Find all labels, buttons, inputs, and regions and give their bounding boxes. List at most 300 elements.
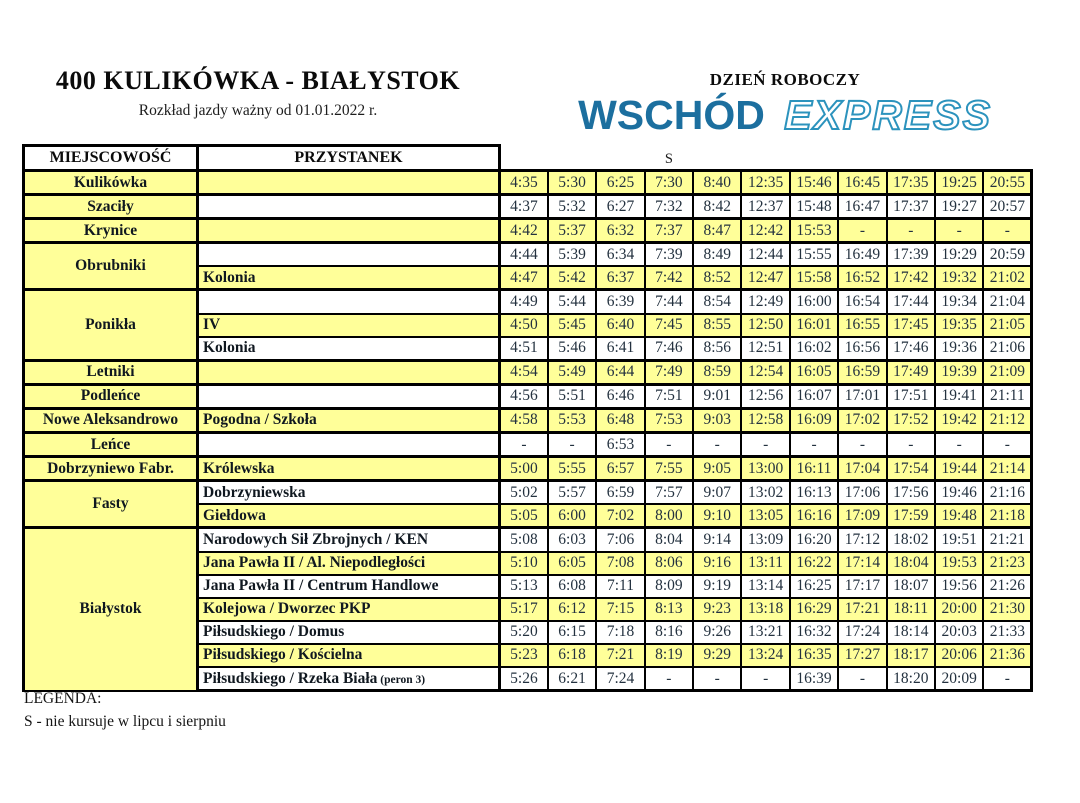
time-cell: 21:05: [983, 314, 1031, 337]
stop-cell: Kolonia: [198, 337, 500, 361]
time-cell: -: [887, 219, 935, 243]
time-cell: 15:48: [790, 195, 838, 219]
time-cell: 5:17: [500, 598, 548, 621]
time-cell: 12:35: [741, 171, 789, 195]
time-cell: 17:59: [887, 504, 935, 528]
time-cell: 9:29: [693, 644, 741, 667]
time-cell: 19:35: [935, 314, 983, 337]
time-cell: 6:40: [596, 314, 644, 337]
time-cell: 9:23: [693, 598, 741, 621]
time-cell: 4:56: [500, 384, 548, 408]
time-cell: 8:49: [693, 243, 741, 267]
time-cell: -: [645, 433, 693, 457]
time-cell: 12:54: [741, 360, 789, 384]
time-cell: 5:37: [548, 219, 596, 243]
time-cell: 6:05: [548, 552, 596, 575]
time-cell: 18:07: [887, 575, 935, 598]
time-cell: 17:56: [887, 481, 935, 505]
time-cell: 5:30: [548, 171, 596, 195]
time-cell: 4:44: [500, 243, 548, 267]
stop-cell: Królewska: [198, 457, 500, 481]
time-cell: 17:24: [838, 621, 886, 644]
time-cell: 4:50: [500, 314, 548, 337]
time-cell: 21:06: [983, 337, 1031, 361]
time-cell: 6:39: [596, 290, 644, 314]
time-cell: 4:42: [500, 219, 548, 243]
time-cell: 13:14: [741, 575, 789, 598]
place-column-header: MIEJSCOWOŚĆ: [24, 146, 198, 171]
time-cell: 7:30: [645, 171, 693, 195]
table-row: [24, 384, 1032, 408]
time-cell: 21:30: [983, 598, 1031, 621]
legend-title: LEGENDA:: [24, 690, 102, 707]
table-row: [24, 408, 1032, 432]
time-cell: 17:04: [838, 457, 886, 481]
time-cell: 18:11: [887, 598, 935, 621]
time-cell: 5:46: [548, 337, 596, 361]
time-cell: 16:29: [790, 598, 838, 621]
time-cell: 18:02: [887, 528, 935, 552]
time-cell: 20:55: [983, 171, 1031, 195]
time-cell: 12:51: [741, 337, 789, 361]
stop-cell: [198, 219, 500, 243]
stop-cell: Jana Pawła II / Centrum Handlowe: [198, 575, 500, 598]
time-cell: 19:51: [935, 528, 983, 552]
time-cell: -: [500, 433, 548, 457]
time-cell: 21:21: [983, 528, 1031, 552]
time-cell: 17:39: [887, 243, 935, 267]
time-cell: -: [838, 433, 886, 457]
time-cell: 5:51: [548, 384, 596, 408]
time-cell: 16:47: [838, 195, 886, 219]
timetable: [22, 144, 1033, 692]
time-cell: 13:09: [741, 528, 789, 552]
time-cell: 18:04: [887, 552, 935, 575]
time-cell: 20:57: [983, 195, 1031, 219]
time-cell: 21:09: [983, 360, 1031, 384]
time-cell: 21:14: [983, 457, 1031, 481]
time-cell: 7:51: [645, 384, 693, 408]
time-cell: 15:55: [790, 243, 838, 267]
place-cell: Krynice: [24, 219, 198, 243]
time-cell: 13:11: [741, 552, 789, 575]
time-cell: -: [645, 667, 693, 691]
time-cell: 19:46: [935, 481, 983, 505]
time-cell: -: [983, 667, 1031, 691]
stop-cell: [198, 290, 500, 314]
time-cell: 6:46: [596, 384, 644, 408]
time-cell: 19:27: [935, 195, 983, 219]
time-cell: 6:57: [596, 457, 644, 481]
time-cell: 16:02: [790, 337, 838, 361]
time-cell: 6:25: [596, 171, 644, 195]
time-cell: 17:17: [838, 575, 886, 598]
time-cell: 7:08: [596, 552, 644, 575]
time-cell: -: [983, 219, 1031, 243]
time-cell: 5:20: [500, 621, 548, 644]
place-cell: Kulikówka: [24, 171, 198, 195]
time-cell: 19:25: [935, 171, 983, 195]
table-row: [24, 195, 1032, 219]
time-cell: 16:32: [790, 621, 838, 644]
stop-cell: [198, 171, 500, 195]
time-cell: 16:01: [790, 314, 838, 337]
time-cell: 17:51: [887, 384, 935, 408]
time-cell: 4:49: [500, 290, 548, 314]
place-cell: Fasty: [24, 481, 198, 528]
stop-column-header: PRZYSTANEK: [198, 146, 500, 171]
time-cell: 12:47: [741, 266, 789, 290]
time-cell: 18:20: [887, 667, 935, 691]
stop-cell: [198, 195, 500, 219]
time-cell: 5:02: [500, 481, 548, 505]
header-spacer: [596, 146, 644, 171]
time-cell: 7:06: [596, 528, 644, 552]
time-cell: 17:46: [887, 337, 935, 361]
time-cell: 12:56: [741, 384, 789, 408]
time-cell: 5:45: [548, 314, 596, 337]
time-cell: 16:55: [838, 314, 886, 337]
time-cell: 17:02: [838, 408, 886, 432]
header-spacer: [500, 146, 548, 171]
time-cell: 19:42: [935, 408, 983, 432]
time-cell: 16:45: [838, 171, 886, 195]
stop-cell: [198, 433, 500, 457]
header-spacer: [838, 146, 886, 171]
place-cell: Leńce: [24, 433, 198, 457]
time-cell: 17:35: [887, 171, 935, 195]
time-cell: 13:21: [741, 621, 789, 644]
time-cell: 20:09: [935, 667, 983, 691]
time-cell: 7:42: [645, 266, 693, 290]
time-cell: 8:42: [693, 195, 741, 219]
time-cell: 21:26: [983, 575, 1031, 598]
time-cell: 7:44: [645, 290, 693, 314]
stop-cell: Piłsudskiego / Domus: [198, 621, 500, 644]
header-spacer: [935, 146, 983, 171]
brand-express-wordmark: EXPRESS: [784, 92, 992, 138]
time-cell: 12:37: [741, 195, 789, 219]
time-cell: 7:46: [645, 337, 693, 361]
place-cell: Obrubniki: [24, 243, 198, 290]
time-cell: 7:53: [645, 408, 693, 432]
time-cell: 5:55: [548, 457, 596, 481]
time-cell: 9:03: [693, 408, 741, 432]
time-cell: 7:18: [596, 621, 644, 644]
time-cell: 5:13: [500, 575, 548, 598]
time-cell: 12:58: [741, 408, 789, 432]
time-cell: 7:49: [645, 360, 693, 384]
time-cell: 6:44: [596, 360, 644, 384]
time-cell: 6:12: [548, 598, 596, 621]
stop-suffix: (peron 3): [377, 673, 426, 686]
time-cell: 9:16: [693, 552, 741, 575]
time-cell: 21:18: [983, 504, 1031, 528]
time-cell: 6:53: [596, 433, 644, 457]
time-cell: 16:54: [838, 290, 886, 314]
time-cell: 15:53: [790, 219, 838, 243]
place-cell: Ponikła: [24, 290, 198, 360]
time-cell: 16:11: [790, 457, 838, 481]
time-cell: 16:25: [790, 575, 838, 598]
stop-cell: Kolejowa / Dworzec PKP: [198, 598, 500, 621]
place-cell: Białystok: [24, 528, 198, 691]
time-cell: 6:37: [596, 266, 644, 290]
time-cell: 5:10: [500, 552, 548, 575]
time-cell: 9:14: [693, 528, 741, 552]
time-cell: 16:13: [790, 481, 838, 505]
time-cell: 16:09: [790, 408, 838, 432]
time-cell: 6:32: [596, 219, 644, 243]
time-cell: 7:57: [645, 481, 693, 505]
time-cell: 19:34: [935, 290, 983, 314]
time-cell: 17:12: [838, 528, 886, 552]
time-cell: 4:51: [500, 337, 548, 361]
legend: [24, 690, 226, 731]
time-cell: 8:00: [645, 504, 693, 528]
stop-cell: IV: [198, 314, 500, 337]
time-cell: 6:27: [596, 195, 644, 219]
table-row: [24, 171, 1032, 195]
time-cell: 19:36: [935, 337, 983, 361]
place-cell: Nowe Aleksandrowo: [24, 408, 198, 432]
time-cell: 8:06: [645, 552, 693, 575]
time-cell: -: [693, 667, 741, 691]
time-cell: 5:39: [548, 243, 596, 267]
time-cell: 6:21: [548, 667, 596, 691]
time-cell: 17:45: [887, 314, 935, 337]
time-cell: 16:52: [838, 266, 886, 290]
time-cell: 17:49: [887, 360, 935, 384]
time-cell: 5:53: [548, 408, 596, 432]
time-cell: 12:44: [741, 243, 789, 267]
time-cell: 18:17: [887, 644, 935, 667]
time-cell: 16:39: [790, 667, 838, 691]
time-cell: -: [741, 433, 789, 457]
table-row: [24, 528, 1032, 552]
time-cell: 5:26: [500, 667, 548, 691]
time-cell: -: [887, 433, 935, 457]
time-cell: 6:18: [548, 644, 596, 667]
stop-cell: Jana Pawła II / Al. Niepodległości: [198, 552, 500, 575]
time-cell: 7:15: [596, 598, 644, 621]
time-cell: 5:42: [548, 266, 596, 290]
timetable-table: [22, 144, 1033, 692]
time-cell: 8:13: [645, 598, 693, 621]
stop-cell: [198, 360, 500, 384]
time-cell: 4:58: [500, 408, 548, 432]
time-cell: 8:55: [693, 314, 741, 337]
table-row: [24, 457, 1032, 481]
table-row: [24, 481, 1032, 505]
time-cell: 19:39: [935, 360, 983, 384]
table-row: [24, 243, 1032, 267]
time-cell: 5:05: [500, 504, 548, 528]
time-cell: 16:22: [790, 552, 838, 575]
time-cell: 8:19: [645, 644, 693, 667]
time-cell: 19:56: [935, 575, 983, 598]
time-cell: -: [790, 433, 838, 457]
time-cell: 17:01: [838, 384, 886, 408]
time-cell: 6:03: [548, 528, 596, 552]
time-cell: -: [935, 433, 983, 457]
table-row: [24, 290, 1032, 314]
time-cell: 13:18: [741, 598, 789, 621]
time-cell: 17:14: [838, 552, 886, 575]
place-cell: Letniki: [24, 360, 198, 384]
time-cell: 9:05: [693, 457, 741, 481]
place-cell: Dobrzyniewo Fabr.: [24, 457, 198, 481]
time-cell: 17:52: [887, 408, 935, 432]
time-cell: 13:05: [741, 504, 789, 528]
time-cell: 19:44: [935, 457, 983, 481]
time-cell: 16:49: [838, 243, 886, 267]
time-cell: 16:16: [790, 504, 838, 528]
time-cell: 20:03: [935, 621, 983, 644]
time-cell: 7:21: [596, 644, 644, 667]
header-spacer: [693, 146, 741, 171]
brand-wschod-wordmark: WSCHÓD: [578, 92, 765, 138]
time-cell: 5:23: [500, 644, 548, 667]
time-cell: 6:41: [596, 337, 644, 361]
time-cell: -: [838, 667, 886, 691]
time-cell: 4:47: [500, 266, 548, 290]
header-right-block: [560, 70, 1010, 136]
header-spacer: [790, 146, 838, 171]
time-cell: 7:37: [645, 219, 693, 243]
time-cell: 17:06: [838, 481, 886, 505]
time-cell: 12:50: [741, 314, 789, 337]
day-type-label: DZIEŃ ROBOCZY: [709, 70, 861, 89]
time-cell: 17:44: [887, 290, 935, 314]
time-cell: 16:56: [838, 337, 886, 361]
time-cell: 16:59: [838, 360, 886, 384]
time-cell: 16:05: [790, 360, 838, 384]
time-cell: 8:54: [693, 290, 741, 314]
time-cell: 7:55: [645, 457, 693, 481]
time-cell: 8:52: [693, 266, 741, 290]
time-cell: 16:20: [790, 528, 838, 552]
time-cell: 17:42: [887, 266, 935, 290]
table-row: [24, 360, 1032, 384]
time-cell: 7:02: [596, 504, 644, 528]
time-cell: -: [693, 433, 741, 457]
time-cell: 12:42: [741, 219, 789, 243]
time-cell: 8:04: [645, 528, 693, 552]
place-cell: Podleńce: [24, 384, 198, 408]
time-cell: 17:54: [887, 457, 935, 481]
time-cell: 7:45: [645, 314, 693, 337]
time-cell: 17:09: [838, 504, 886, 528]
time-cell: 21:36: [983, 644, 1031, 667]
stop-cell: Dobrzyniewska: [198, 481, 500, 505]
time-cell: 7:32: [645, 195, 693, 219]
time-cell: 6:08: [548, 575, 596, 598]
stop-cell: Kolonia: [198, 266, 500, 290]
time-cell: 19:29: [935, 243, 983, 267]
place-cell: Szaciły: [24, 195, 198, 219]
time-cell: 12:49: [741, 290, 789, 314]
time-cell: 15:46: [790, 171, 838, 195]
time-cell: 13:24: [741, 644, 789, 667]
header-spacer: [983, 146, 1031, 171]
stop-cell: Piłsudskiego / Rzeka Biała (peron 3): [198, 667, 500, 691]
time-cell: 21:11: [983, 384, 1031, 408]
time-cell: 8:56: [693, 337, 741, 361]
time-cell: 5:32: [548, 195, 596, 219]
stop-cell: [198, 384, 500, 408]
time-cell: 8:40: [693, 171, 741, 195]
stop-cell: Pogodna / Szkoła: [198, 408, 500, 432]
time-cell: 21:23: [983, 552, 1031, 575]
time-cell: 5:57: [548, 481, 596, 505]
time-cell: 7:39: [645, 243, 693, 267]
title-block: [28, 66, 488, 120]
time-cell: 5:08: [500, 528, 548, 552]
stop-cell: Piłsudskiego / Kościelna: [198, 644, 500, 667]
time-cell: 5:49: [548, 360, 596, 384]
time-cell: 17:21: [838, 598, 886, 621]
time-cell: 9:01: [693, 384, 741, 408]
time-cell: 6:59: [596, 481, 644, 505]
time-cell: 20:00: [935, 598, 983, 621]
stop-cell: Narodowych Sił Zbrojnych / KEN: [198, 528, 500, 552]
time-cell: 19:32: [935, 266, 983, 290]
time-cell: 4:37: [500, 195, 548, 219]
time-cell: 13:02: [741, 481, 789, 505]
time-cell: 4:54: [500, 360, 548, 384]
legend-item-s: S - nie kursuje w lipcu i sierpniu: [24, 713, 226, 730]
time-cell: 8:59: [693, 360, 741, 384]
time-cell: -: [548, 433, 596, 457]
header-spacer: [548, 146, 596, 171]
time-cell: 19:48: [935, 504, 983, 528]
time-cell: 9:26: [693, 621, 741, 644]
time-cell: 6:15: [548, 621, 596, 644]
time-cell: 6:48: [596, 408, 644, 432]
time-cell: 8:16: [645, 621, 693, 644]
time-cell: 9:07: [693, 481, 741, 505]
brand-logo: [560, 94, 1010, 136]
route-title: 400 KULIKÓWKA - BIAŁYSTOK: [55, 66, 461, 95]
time-cell: 9:19: [693, 575, 741, 598]
table-row: [24, 219, 1032, 243]
time-cell: 21:12: [983, 408, 1031, 432]
time-cell: 4:35: [500, 171, 548, 195]
validity-note: Rozkład jazdy ważny od 01.01.2022 r.: [138, 102, 378, 119]
time-cell: 16:00: [790, 290, 838, 314]
time-cell: 7:11: [596, 575, 644, 598]
stop-cell: [198, 243, 500, 267]
time-cell: 19:41: [935, 384, 983, 408]
table-row: [24, 433, 1032, 457]
time-cell: 9:10: [693, 504, 741, 528]
time-cell: 5:44: [548, 290, 596, 314]
schedule-flag-s: S: [664, 151, 673, 167]
time-cell: 5:00: [500, 457, 548, 481]
time-cell: 8:09: [645, 575, 693, 598]
time-cell: 16:35: [790, 644, 838, 667]
time-cell: 8:47: [693, 219, 741, 243]
time-cell: -: [741, 667, 789, 691]
time-cell: 15:58: [790, 266, 838, 290]
header-spacer: [741, 146, 789, 171]
header-spacer: [887, 146, 935, 171]
stop-cell: Giełdowa: [198, 504, 500, 528]
time-cell: 21:04: [983, 290, 1031, 314]
time-cell: 17:37: [887, 195, 935, 219]
time-cell: 16:07: [790, 384, 838, 408]
